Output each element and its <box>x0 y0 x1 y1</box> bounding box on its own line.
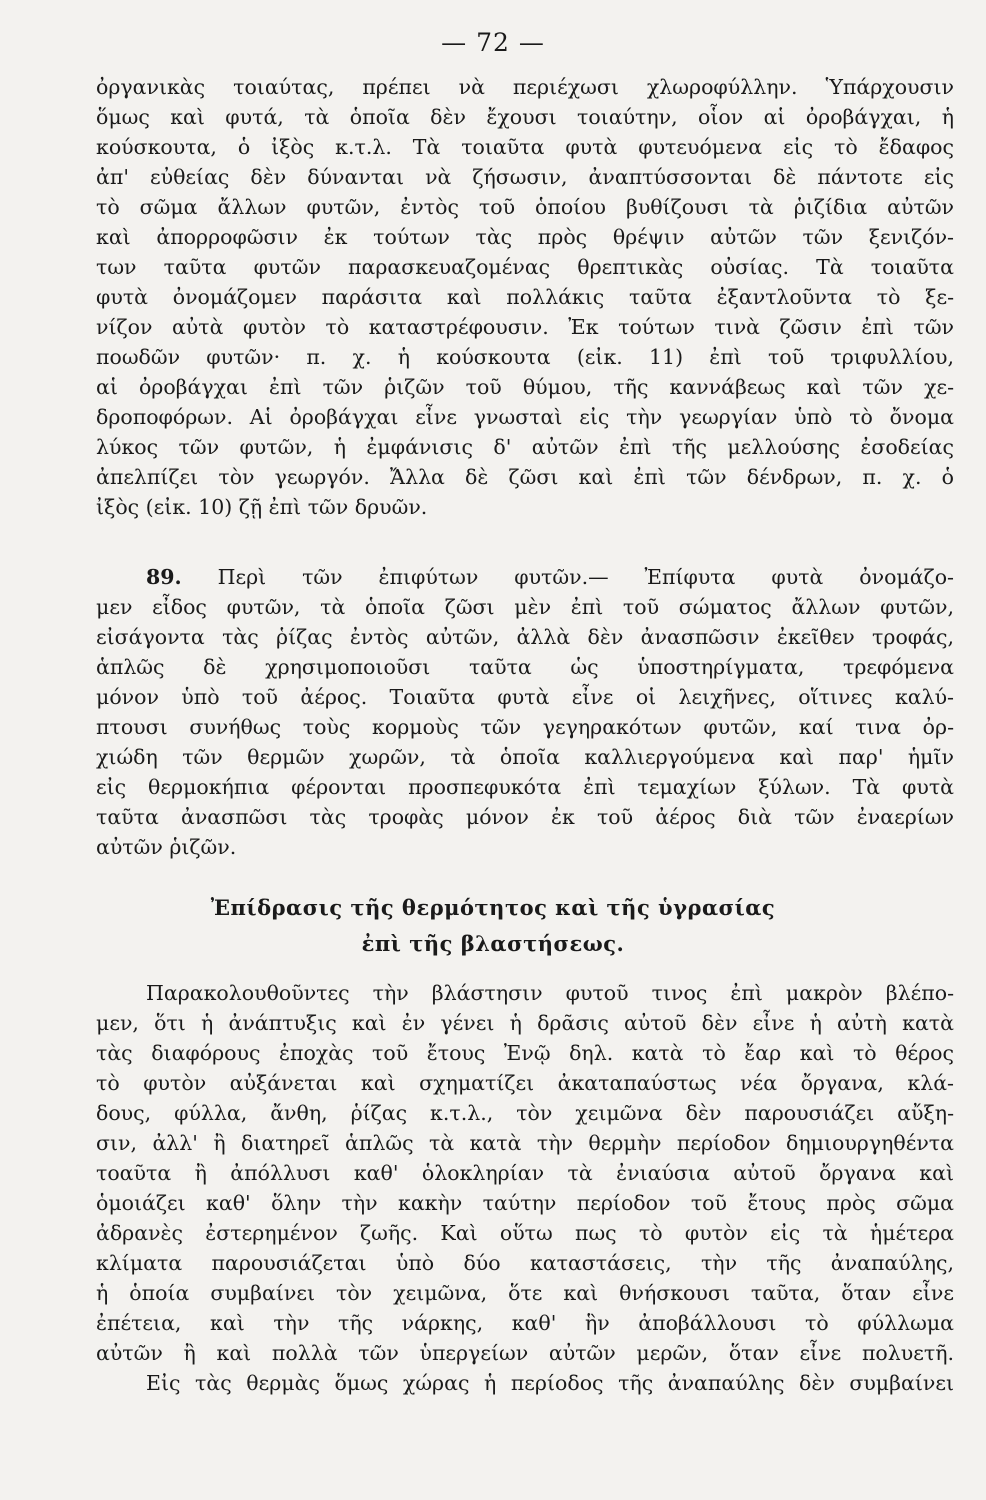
section-number: 89. <box>146 565 182 589</box>
text-line: ὅμως καὶ φυτά, τὰ ὁποῖα δὲν ἔχουσι τοιαύτην, οἷον αἱ ὀροβάγχαι, ἡ <box>96 105 954 129</box>
text-line: χιώδη τῶν θερμῶν χωρῶν, τὰ ὁποῖα καλλιεργούμενα καὶ παρ' ἡμῖν <box>96 745 954 769</box>
text-line: εἰσάγοντα τὰς ῥίζας ἐντὸς αὐτῶν, ἀλλὰ δὲν ἀνασπῶσιν ἐκεῖθεν τροφάς, <box>96 625 954 649</box>
paragraph-epiphytic-plants <box>96 562 954 862</box>
text-line: αὐτῶν ῥιζῶν. <box>96 835 237 859</box>
text-line: πτουσι συνήθως τοὺς κορμοὺς τῶν γεγηρακότων φυτῶν, καί τινα ὀρ- <box>96 715 954 739</box>
text-line: ἀπελπίζει τὸν γεωργόν. Ἄλλα δὲ ζῶσι καὶ ἐπὶ τῶν δένδρων, π. χ. ὁ <box>96 465 954 489</box>
heading-line-2: ἐπὶ τῆς βλαστήσεως. <box>361 931 625 956</box>
text-line: δροποφόρων. Αἱ ὀροβάγχαι εἶνε γνωσταὶ εἰς τὴν γεωργίαν ὑπὸ τὸ ὄνομα <box>96 405 954 429</box>
text-line: καὶ ἀπορροφῶσιν ἐκ τούτων τὰς πρὸς θρέψιν αὐτῶν τῶν ξενιζόν- <box>96 225 954 249</box>
text-line: τὸ φυτὸν αὐξάνεται καὶ σχηματίζει ἀκαταπαύστως νέα ὄργανα, κλά- <box>96 1071 954 1095</box>
text-line: αἱ ὀροβάγχαι ἐπὶ τῶν ῥιζῶν τοῦ θύμου, τῆς καννάβεως καὶ τῶν χε- <box>96 375 954 399</box>
text-line: ἰξὸς (εἰκ. 10) ζῇ ἐπὶ τῶν δρυῶν. <box>96 495 428 519</box>
text-line: αὐτῶν ἢ καὶ πολλὰ τῶν ὑπεργείων αὐτῶν μερῶν, ὅταν εἶνε πολυετῆ. <box>96 1341 954 1365</box>
section-first-line <box>96 562 954 592</box>
text-line: ἐπέτεια, καὶ τὴν τῆς νάρκης, καθ' ἣν ἀποβάλλουσι τὸ φύλλωμα <box>96 1311 954 1335</box>
text-line: ὀργανικὰς τοιαύτας, πρέπει νὰ περιέχωσι χλωροφύλλην. Ὑπάρχουσιν <box>96 75 954 99</box>
text-line: σιν, ἀλλ' ἢ διατηρεῖ ἁπλῶς τὰ κατὰ τὴν θερμὴν περίοδον δημιουργηθέντα <box>96 1131 954 1155</box>
text-line: νίζον αὐτὰ φυτὸν τὸ καταστρέφουσιν. Ἐκ τούτων τινὰ ζῶσιν ἐπὶ τῶν <box>96 315 954 339</box>
text-line: εἰς θερμοκήπια φέρονται προσπεφυκότα ἐπὶ τεμαχίων ξύλων. Τὰ φυτὰ <box>96 775 954 799</box>
text-line: κούσκουτα, ὁ ἰξὸς κ.τ.λ. Τὰ τοιαῦτα φυτὰ φυτευόμενα εἰς τὸ ἔδαφος <box>96 135 954 159</box>
text-line: ἁπλῶς δὲ χρησιμοποιοῦσι ταῦτα ὡς ὑποστηρίγματα, τρεφόμενα <box>96 655 954 679</box>
text-line: ταῦτα ἀνασπῶσι τὰς τροφὰς μόνον ἐκ τοῦ ἀέρος διὰ τῶν ἐναερίων <box>96 805 954 829</box>
text-line: ποωδῶν φυτῶν· π. χ. ἡ κούσκουτα (εἰκ. 11) ἐπὶ τοῦ τριφυλλίου, <box>96 345 954 369</box>
text-line: των ταῦτα φυτῶν παρασκευαζομένας θρεπτικὰς οὐσίας. Τὰ τοιαῦτα <box>96 255 954 279</box>
text-line: ἀπ' εὐθείας δὲν δύνανται νὰ ζήσωσιν, ἀναπτύσσονται δὲ πάντοτε εἰς <box>96 165 954 189</box>
text-line: τοαῦτα ἢ ἀπόλλυσι καθ' ὁλοκληρίαν τὰ ἐνιαύσια αὐτοῦ ὄργανα καὶ <box>96 1161 954 1185</box>
heading-line-1: Ἐπίδρασις τῆς θερμότητος καὶ τῆς ὑγρασίας <box>210 895 776 920</box>
text-line: ἡ ὁποία συμβαίνει τὸν χειμῶνα, ὅτε καὶ θνήσκουσι ταῦτα, ὅταν εἶνε <box>96 1281 954 1305</box>
text-line: δους, φύλλα, ἄνθη, ῥίζας κ.τ.λ., τὸν χειμῶνα δὲν παρουσιάζει αὔξη- <box>96 1101 954 1125</box>
text-line: τὸ σῶμα ἄλλων φυτῶν, ἐντὸς τοῦ ὁποίου βυθίζουσι τὰ ῥιζίδια αὐτῶν <box>96 195 954 219</box>
text-line: ὁμοιάζει καθ' ὅλην τὴν κακὴν ταύτην περίοδον τοῦ ἔτους πρὸς σῶμα <box>96 1191 954 1215</box>
paragraph-heat-humidity <box>96 978 954 1398</box>
text-line: τὰς διαφόρους ἐποχὰς τοῦ ἔτους Ἐνῷ δηλ. κατὰ τὸ ἔαρ καὶ τὸ θέρος <box>96 1041 954 1065</box>
text-line: φυτὰ ὀνομάζομεν παράσιτα καὶ πολλάκις ταῦτα ἐξαντλοῦντα τὸ ξε- <box>96 285 954 309</box>
text-line: Παρακολουθοῦντες τὴν βλάστησιν φυτοῦ τινος ἐπὶ μακρὸν βλέπο- <box>146 981 954 1005</box>
text-line: μεν, ὅτι ἡ ἀνάπτυξις καὶ ἐν γένει ἡ δρᾶσις αὐτοῦ δὲν εἶνε ἡ αὐτὴ κατὰ <box>96 1011 954 1035</box>
text-line: κλίματα παρουσιάζεται ὑπὸ δύο καταστάσεις, τὴν τῆς ἀναπαύλης, <box>96 1251 954 1275</box>
text-line: Εἰς τὰς θερμὰς ὅμως χώρας ἡ περίοδος τῆς ἀναπαύλης δὲν συμβαίνει <box>146 1371 954 1395</box>
page-number: — 72 — <box>441 28 545 57</box>
section-heading <box>0 890 986 962</box>
text-line: μόνον ὑπὸ τοῦ ἀέρος. Τοιαῦτα φυτὰ εἶνε οἱ λειχῆνες, οἵτινες καλύ- <box>96 685 954 709</box>
section-title-line: Περὶ τῶν ἐπιφύτων φυτῶν.— Ἐπίφυτα φυτὰ ὀνομάζο- <box>217 565 954 589</box>
paragraph-parasitic-plants <box>96 72 954 522</box>
text-line: λύκος τῶν φυτῶν, ἡ ἐμφάνισις δ' αὐτῶν ἐπὶ τῆς μελλούσης ἐσοδείας <box>96 435 954 459</box>
text-line: ἀδρανὲς ἐστερημένον ζωῆς. Καὶ οὕτω πως τὸ φυτὸν εἰς τὰ ἡμέτερα <box>96 1221 954 1245</box>
text-line: μεν εἶδος φυτῶν, τὰ ὁποῖα ζῶσι μὲν ἐπὶ τοῦ σώματος ἄλλων φυτῶν, <box>96 595 954 619</box>
